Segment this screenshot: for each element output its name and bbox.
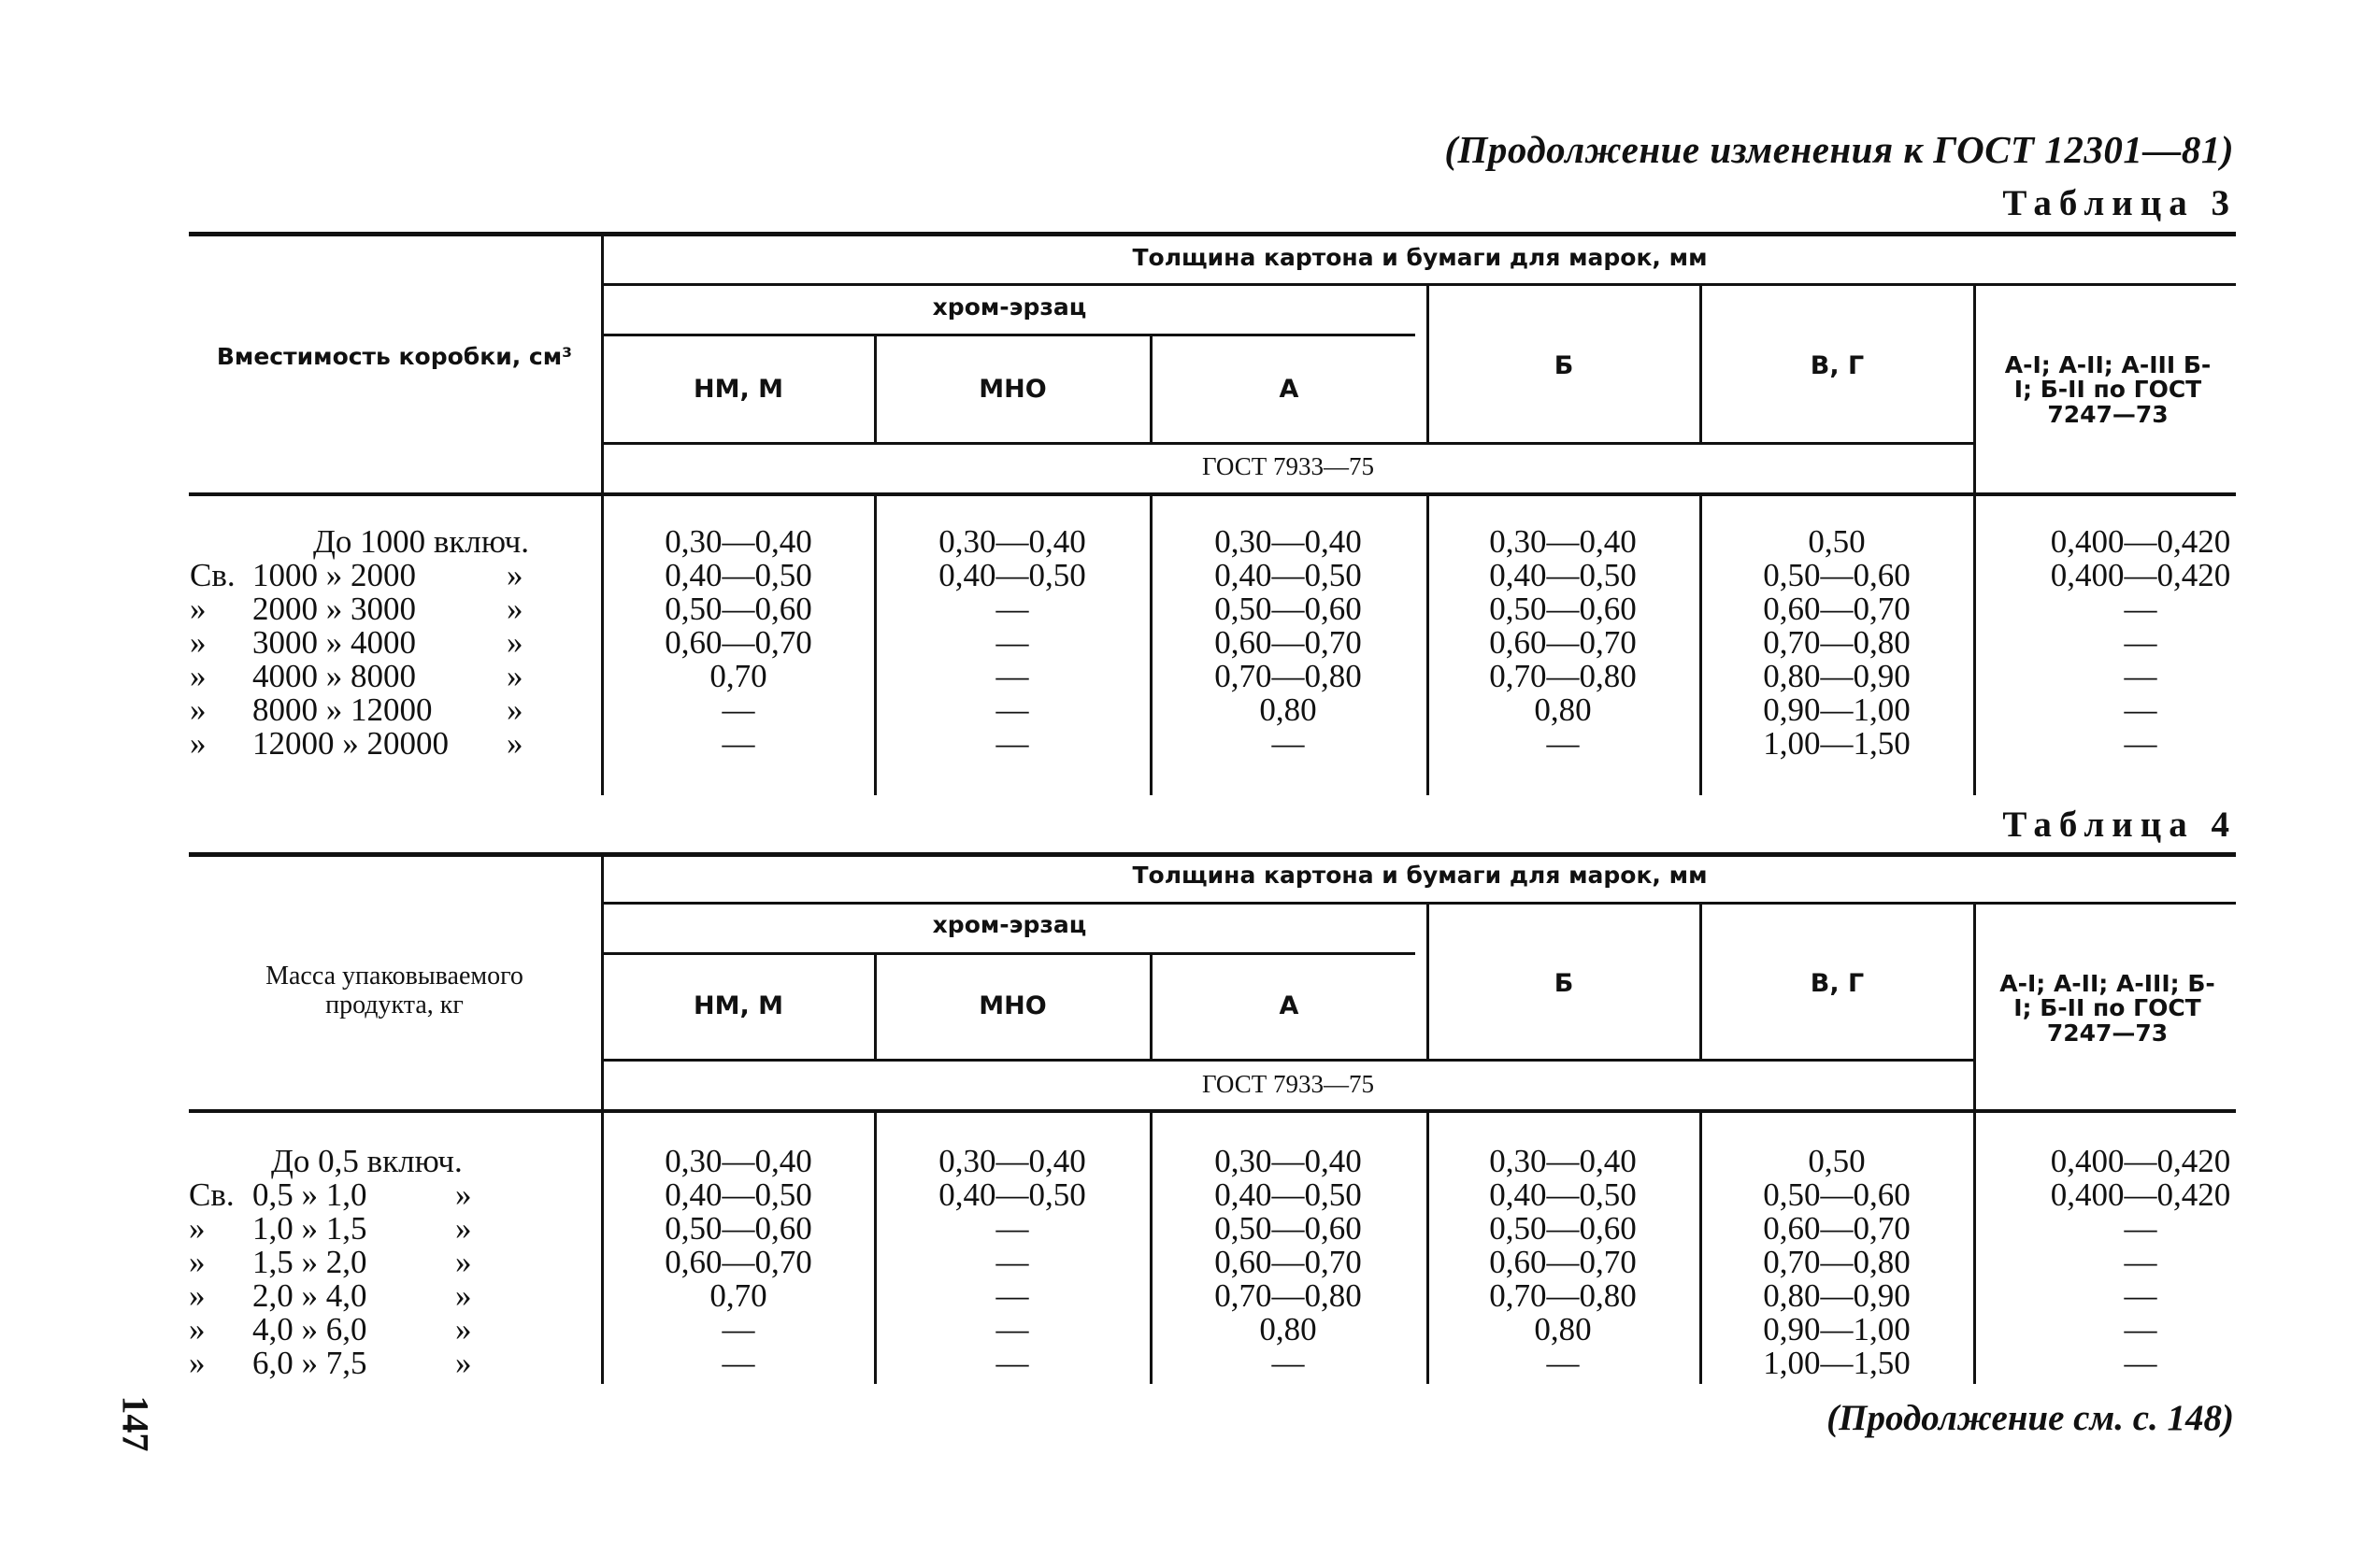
- table-cell: —: [995, 1244, 1029, 1280]
- row-label-part: Св.: [190, 557, 236, 593]
- table-cell: 0,30—0,40: [1214, 1143, 1362, 1179]
- row-label-part: »: [190, 591, 207, 627]
- table-cell: 0,50—0,60: [1763, 1176, 1911, 1213]
- table-cell: 0,60—0,70: [1489, 624, 1637, 661]
- table3-row-header: Вместимость коробки, см³: [216, 343, 573, 370]
- header-note: (Продолжение изменения к ГОСТ 12301—81): [1444, 128, 2234, 171]
- table-cell: —: [1546, 725, 1580, 762]
- table-cell: 0,50—0,60: [1214, 591, 1362, 627]
- row-label-part: »: [507, 658, 523, 694]
- table-cell: 0,60—0,70: [1214, 1244, 1362, 1280]
- table3-group-rule: [602, 283, 2236, 286]
- table4-vrule: [1699, 1113, 1702, 1384]
- table-cell: 0,40—0,50: [665, 1176, 812, 1213]
- table-cell: —: [2124, 591, 2157, 627]
- table4-vrule: [1973, 904, 1976, 1109]
- table-cell: 0,80—0,90: [1763, 658, 1911, 694]
- table4-col-v-g: В, Г: [1810, 969, 1865, 998]
- row-label-part: 12000 » 20000: [252, 725, 449, 762]
- table-cell: 0,60—0,70: [665, 1244, 812, 1280]
- table-cell: —: [995, 1210, 1029, 1247]
- table3-group-header: Толщина картона и бумаги для марок, мм: [1132, 244, 1708, 271]
- table-cell: 0,40—0,50: [1214, 557, 1362, 593]
- table-cell: 0,70—0,80: [1489, 658, 1637, 694]
- table-cell: 0,70: [709, 1277, 767, 1314]
- row-label-part: »: [455, 1210, 472, 1247]
- table-cell: —: [2124, 1345, 2157, 1381]
- table4-group-header: Толщина картона и бумаги для марок, мм: [1132, 862, 1708, 889]
- table4-subgroup-header: хром-эрзац: [932, 911, 1087, 938]
- table3-col-b: Б: [1554, 351, 1574, 380]
- table3-vrule: [874, 496, 877, 795]
- table3-vrule: [1699, 496, 1702, 795]
- row-label-part: 4000 » 8000: [252, 658, 416, 694]
- table-cell: 0,80: [1534, 691, 1592, 728]
- table-cell: 0,80: [1259, 691, 1317, 728]
- table-cell: 0,40—0,50: [938, 557, 1086, 593]
- table4-header-bottom-rule: [189, 1109, 2236, 1113]
- row-label-part: »: [507, 591, 523, 627]
- table3-vrule: [1150, 496, 1153, 795]
- table-cell: —: [1546, 1345, 1580, 1381]
- row-label-part: »: [190, 658, 207, 694]
- table-cell: —: [995, 658, 1029, 694]
- table-cell: 0,40—0,50: [1489, 1176, 1637, 1213]
- table-cell: —: [995, 691, 1029, 728]
- table3-gost-label: ГОСТ 7933—75: [1201, 452, 1375, 480]
- table-cell: 0,50—0,60: [1214, 1210, 1362, 1247]
- row-label-part: 8000 » 12000: [252, 691, 433, 728]
- table-cell: 0,400—0,420: [2050, 1143, 2231, 1179]
- table-cell: 0,50—0,60: [665, 591, 812, 627]
- table-cell: 0,70—0,80: [1763, 1244, 1911, 1280]
- table3-subgroup-header: хром-эрзац: [932, 293, 1087, 321]
- row-label-part: »: [455, 1277, 472, 1314]
- table-cell: 0,30—0,40: [665, 1143, 812, 1179]
- table-cell: 0,60—0,70: [1763, 1210, 1911, 1247]
- table-cell: —: [995, 624, 1029, 661]
- table-cell: 0,70: [709, 658, 767, 694]
- row-label-part: 2000 » 3000: [252, 591, 416, 627]
- table4-vrule: [1150, 1113, 1153, 1384]
- row-label-part: »: [507, 691, 523, 728]
- table-cell: 0,70—0,80: [1214, 1277, 1362, 1314]
- table-cell: —: [995, 1311, 1029, 1347]
- page-number: 147: [114, 1395, 157, 1452]
- row-label-part: 6,0 » 7,5: [252, 1345, 367, 1381]
- table4-caption: Таблица 4: [2002, 805, 2237, 845]
- row-label-part: »: [190, 691, 207, 728]
- table-cell: 0,80: [1534, 1311, 1592, 1347]
- table-cell: —: [2124, 1277, 2157, 1314]
- table-cell: 0,40—0,50: [1489, 557, 1637, 593]
- table-cell: —: [995, 1277, 1029, 1314]
- table4-col-nm-m: НМ, М: [694, 991, 783, 1020]
- table-cell: —: [2124, 624, 2157, 661]
- table-cell: —: [2124, 691, 2157, 728]
- row-label-part: Св.: [189, 1176, 235, 1213]
- table4-col-gost7247: А-I; А-II; А-III; Б-I; Б-II по ГОСТ 7247—73: [1999, 970, 2215, 1047]
- table3-col-gost7247: А-I; А-II; А-III Б-I; Б-II по ГОСТ 7247—73: [2004, 351, 2212, 428]
- table3-col-v-g: В, Г: [1810, 351, 1865, 380]
- row-label-part: 2,0 » 4,0: [252, 1277, 367, 1314]
- table-cell: 0,60—0,70: [1489, 1244, 1637, 1280]
- row-label-part: До 1000 включ.: [313, 523, 530, 560]
- table4-row-header: Масса упаковываемого продукта, кг: [265, 962, 523, 1019]
- table3-vrule: [1426, 496, 1429, 795]
- table-cell: 0,30—0,40: [938, 1143, 1086, 1179]
- table-cell: 0,30—0,40: [665, 523, 812, 560]
- table-cell: —: [722, 1345, 755, 1381]
- table-cell: 0,50—0,60: [1763, 557, 1911, 593]
- table-cell: 0,30—0,40: [1489, 1143, 1637, 1179]
- table-cell: 0,80: [1259, 1311, 1317, 1347]
- row-label-part: До 0,5 включ.: [271, 1143, 463, 1179]
- table-cell: —: [2124, 1311, 2157, 1347]
- table-cell: 0,50—0,60: [1489, 591, 1637, 627]
- table-cell: —: [1271, 725, 1305, 762]
- row-label-part: »: [189, 1277, 206, 1314]
- row-label-part: »: [189, 1244, 206, 1280]
- table4-col-a: А: [1279, 991, 1299, 1020]
- table-cell: 0,70—0,80: [1214, 658, 1362, 694]
- table-cell: 0,80—0,90: [1763, 1277, 1911, 1314]
- table-cell: —: [2124, 1244, 2157, 1280]
- table4-col-mno: МНО: [979, 991, 1047, 1020]
- table4-gost-rule: [602, 1059, 1974, 1062]
- table-cell: —: [1271, 1345, 1305, 1381]
- table-cell: 0,30—0,40: [1489, 523, 1637, 560]
- table-cell: —: [995, 725, 1029, 762]
- table-cell: 0,40—0,50: [938, 1176, 1086, 1213]
- row-label-part: »: [455, 1345, 472, 1381]
- table-cell: 0,400—0,420: [2050, 523, 2231, 560]
- table-cell: —: [995, 591, 1029, 627]
- row-label-part: »: [189, 1210, 206, 1247]
- row-label-part: »: [190, 624, 207, 661]
- table3-vrule: [601, 496, 604, 795]
- row-label-part: »: [190, 725, 207, 762]
- row-label-part: »: [189, 1345, 206, 1381]
- table3-col-nm-m: НМ, М: [694, 375, 783, 404]
- table-cell: 0,60—0,70: [1214, 624, 1362, 661]
- table3-vrule: [1973, 285, 1976, 492]
- table4-vrule: [1973, 1113, 1976, 1384]
- table-cell: 0,50: [1808, 1143, 1866, 1179]
- table3-subgroup-rule: [602, 334, 1415, 336]
- table-cell: 0,30—0,40: [938, 523, 1086, 560]
- table4-gost-label: ГОСТ 7933—75: [1201, 1070, 1375, 1098]
- row-label-part: 4,0 » 6,0: [252, 1311, 367, 1347]
- table-cell: 0,70—0,80: [1489, 1277, 1637, 1314]
- row-label-part: 3000 » 4000: [252, 624, 416, 661]
- table-cell: 0,60—0,70: [1763, 591, 1911, 627]
- table-cell: 0,50—0,60: [665, 1210, 812, 1247]
- table3-header-bottom-rule: [189, 492, 2236, 496]
- table4-col-b: Б: [1554, 969, 1574, 998]
- table-cell: 0,50: [1808, 523, 1866, 560]
- table-cell: —: [995, 1345, 1029, 1381]
- table3-gost-rule: [602, 442, 1974, 445]
- table-cell: 0,400—0,420: [2050, 1176, 2231, 1213]
- table-cell: —: [2124, 725, 2157, 762]
- table4-vrule: [1426, 1113, 1429, 1384]
- table3-col-a: А: [1279, 375, 1299, 404]
- table-cell: —: [722, 691, 755, 728]
- table-cell: —: [722, 1311, 755, 1347]
- table-cell: —: [2124, 1210, 2157, 1247]
- row-label-part: »: [189, 1311, 206, 1347]
- table-cell: 1,00—1,50: [1763, 725, 1911, 762]
- table4-group-rule: [602, 902, 2236, 905]
- table-cell: 0,40—0,50: [665, 557, 812, 593]
- table4-top-rule: [189, 852, 2236, 857]
- row-label-part: »: [455, 1244, 472, 1280]
- table3-top-rule: [189, 232, 2236, 236]
- table3-vrule: [1973, 496, 1976, 795]
- row-label-part: »: [455, 1311, 472, 1347]
- table-cell: —: [2124, 658, 2157, 694]
- row-label-part: 0,5 » 1,0: [252, 1176, 367, 1213]
- row-label-part: 1,0 » 1,5: [252, 1210, 367, 1247]
- table-cell: 0,30—0,40: [1214, 523, 1362, 560]
- table-cell: 0,60—0,70: [665, 624, 812, 661]
- table-cell: 0,70—0,80: [1763, 624, 1911, 661]
- table4-vrule: [874, 1113, 877, 1384]
- table-cell: 0,40—0,50: [1214, 1176, 1362, 1213]
- table-cell: 0,400—0,420: [2050, 557, 2231, 593]
- row-label-part: 1000 » 2000: [252, 557, 416, 593]
- footer-note: (Продолжение см. с. 148): [1826, 1398, 2234, 1438]
- table-cell: 0,90—1,00: [1763, 1311, 1911, 1347]
- row-label-part: »: [455, 1176, 472, 1213]
- row-label-part: »: [507, 557, 523, 593]
- table-cell: 0,50—0,60: [1489, 1210, 1637, 1247]
- table4-subgroup-rule: [602, 952, 1415, 955]
- table-cell: —: [722, 725, 755, 762]
- row-label-part: 1,5 » 2,0: [252, 1244, 367, 1280]
- row-label-part: »: [507, 725, 523, 762]
- row-label-part: »: [507, 624, 523, 661]
- table3-caption: Таблица 3: [2002, 183, 2237, 223]
- table3-col-mno: МНО: [979, 375, 1047, 404]
- table4-vrule: [601, 1113, 604, 1384]
- table-cell: 0,90—1,00: [1763, 691, 1911, 728]
- table-cell: 1,00—1,50: [1763, 1345, 1911, 1381]
